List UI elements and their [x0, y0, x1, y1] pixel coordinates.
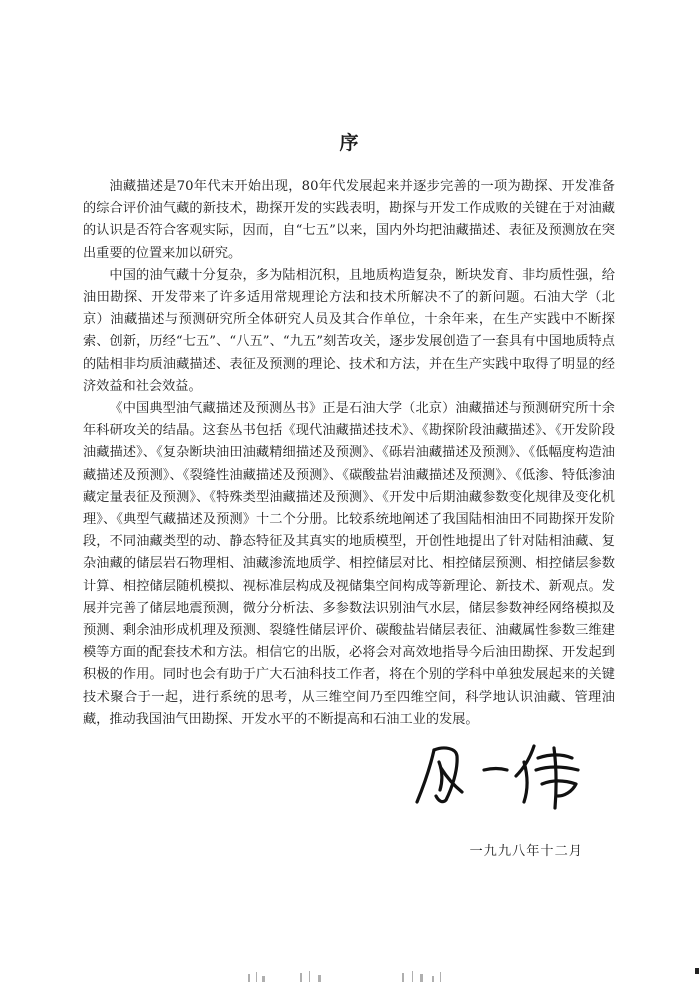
date-line: 一九九八年十二月: [469, 844, 583, 859]
handwritten-signature: [412, 740, 592, 815]
paragraph-1: 油藏描述是70年代末开始出现，80年代发展起来并逐步完善的一项为勘探、开发准备的综合评价油气藏的新技术，勘探开发的实践表明，勘探与开发工作成败的关键在于对油藏的认识是否符合客观实际，因而，自“七五”以来，国内外均把油藏描述、表征及预测放在突出重要的位置来加以研究。: [83, 179, 615, 261]
page-title: 序: [339, 132, 361, 154]
paragraph-2: 中国的油气藏十分复杂，多为陆相沉积，且地质构造复杂，断块发育、非均质性强，给油田勘探、开发带来了许多适用常规理论方法和技术所解决不了的新问题。石油大学（北京）油藏描述与预测研究所全体研究人员及其合作单位，十余年来，在生产实践中不断探索、创新，历经“七五”、“八五”、“九五”刻苦攻关，逐步发展创造了一套具有中国地质特点的陆相非均质油藏描述、表征及预测的理论、技术和方法，并在生产实践中取得了明显的经济效益和社会效益。: [83, 267, 615, 394]
scan-edge-mark: [695, 968, 699, 974]
signature-drawing: [412, 740, 592, 815]
paragraph-3: 《中国典型油气藏描述及预测丛书》正是石油大学（北京）油藏描述与预测研究所十余年科研攻关的结晶。这套丛书包括《现代油藏描述技术》、《勘探阶段油藏描述》、《开发阶段油藏描述》、《复杂断块油田油藏精细描述及预测》、《砾岩油藏描述及预测》、《低幅度构造油藏描述及预测》、《裂缝性油藏描述及预测》、《碳酸盐岩油藏描述及预测》、《低渗、特低渗油藏定量表征及预测》、《特殊类型油藏描述及预测》、《开发中后期油藏参数变化规律及变化机理》、《典型气藏描述及预测》十二个分册。比较系统地阐述了我国陆相油田不同勘探开发阶段，不同油藏类型的动、静态特征及其真实的地质模型，开创性地提出了针对陆相油藏、复杂油藏的储层岩石物理相、油藏渗流地质学、相控储层对比、相控储层预测、相控储层参数计算、相控储层随机模拟、视标准层构成及视储集空间构成等新理论、新技术、新观点。发展并完善了储层地震预测，微分分析法、多参数法识别油气水层，储层参数神经网络模拟及预测、剩余油形成机理及预测、裂缝性储层评价、碳酸盐岩储层表征、油藏属性参数三维建模等方面的配套技术和方法。相信它的出版，必将会对高效地指导今后油田勘探、开发起到积极的作用。同时也会有助于广大石油科技工作者，将在个别的学科中单独发展起来的关键技术聚合于一起，进行系统的思考，从三维空间乃至四维空间，科学地认识油藏、管理油藏，推动我国油气田勘探、开发水平的不断提高和石油工业的发展。: [83, 401, 615, 727]
preface-body: [83, 176, 615, 731]
scan-noise-marks: [0, 968, 700, 988]
